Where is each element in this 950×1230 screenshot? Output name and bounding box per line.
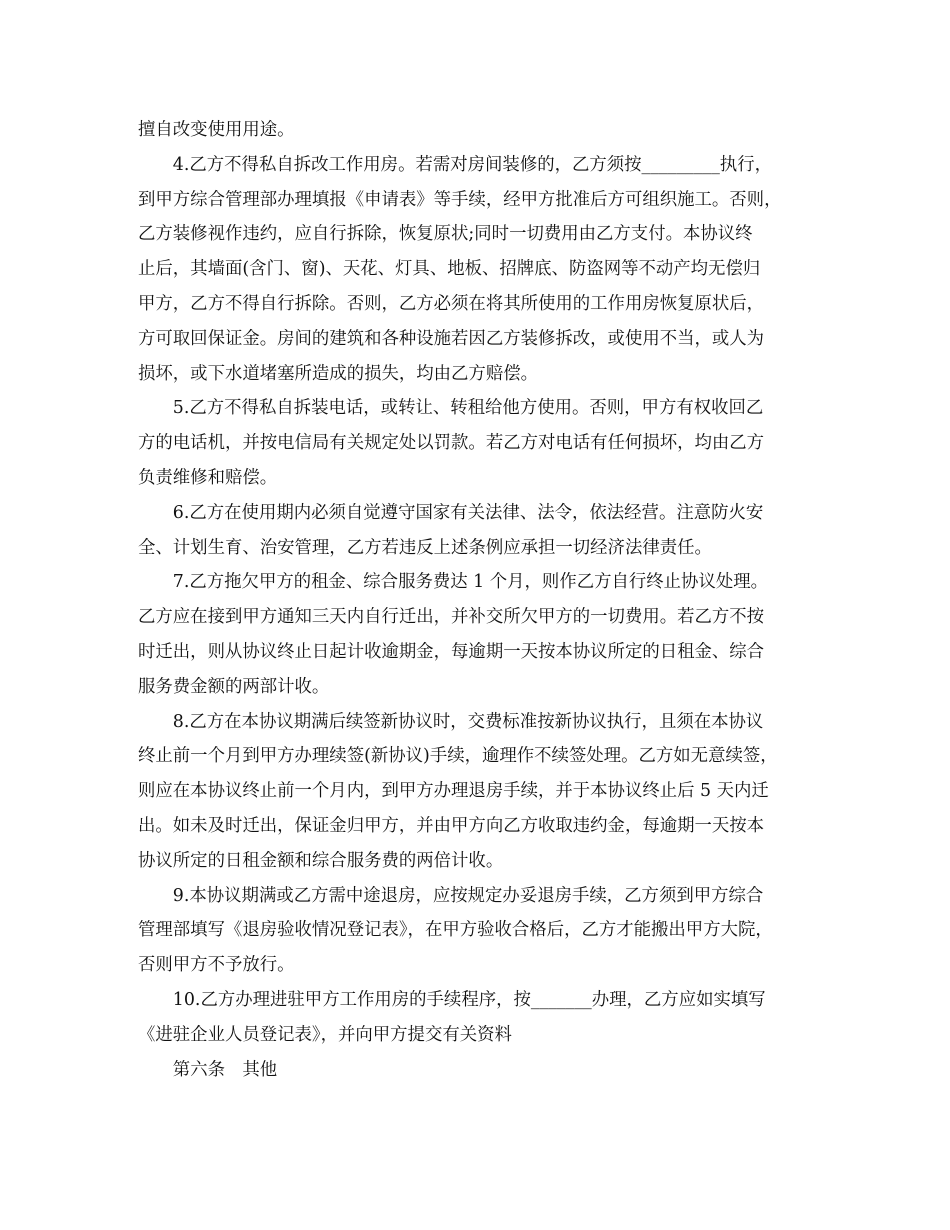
text-line: 协议所定的日租金额和综合服务费的两倍计收。 (138, 850, 504, 871)
clause-5-paragraph (138, 391, 814, 495)
text-line: 甲方，乙方不得自行拆除。否则，乙方必须在将其所使用的工作用房恢复原状后， (138, 293, 765, 314)
text-line: 时迁出，则从协议终止日起计收逾期金，每逾期一天按本协议所定的日租金、综合 (138, 641, 765, 662)
text-line: 《进驻企业人员登记表》，并向甲方提交有关资料 (138, 1024, 512, 1045)
text-line: 止后，其墙面(含门、窗)、天花、灯具、地板、招牌底、防盗网等不动产均无偿归 (138, 259, 761, 280)
text-line: 擅自改变使用用途。 (138, 120, 295, 140)
document-body (138, 113, 814, 1087)
text-line: 9.本协议期满或乙方需中途退房，应按规定办妥退房手续，乙方须到甲方综合 (172, 885, 764, 906)
text-line: 出。如未及时迁出，保证金归甲方，并由甲方向乙方收取违约金，每逾期一天按本 (138, 815, 765, 836)
text-line: 5.乙方不得私自拆装电话，或转让、转租给他方使用。否则，甲方有权收回乙 (172, 398, 764, 419)
clause-8-paragraph (138, 705, 814, 879)
text-line: 乙方应在接到甲方通知三天内自行迁出，并补交所欠甲方的一切费用。若乙方不按 (138, 607, 765, 628)
text-line: 则应在本协议终止前一个月内，到甲方办理退房手续，并于本协议终止后 5 天内迁 (138, 781, 769, 802)
text-line: 全、计划生育、治安管理，乙方若违反上述条例应承担一切经济法律责任。 (138, 537, 712, 558)
text-line: 第六条 其他 (172, 1059, 278, 1080)
text-line: 乙方装修视作违约，应自行拆除，恢复原状;同时一切费用由乙方支付。本协议终 (138, 224, 753, 245)
text-line: 方的电话机，并按电信局有关规定处以罚款。若乙方对电话有任何损坏，均由乙方 (138, 433, 765, 454)
text-line: 到甲方综合管理部办理填报《申请表》等手续，经甲方批准后方可组织施工。否则， (138, 189, 782, 210)
text-line: 4.乙方不得私自拆改工作用房。若需对房间装修的，乙方须按_________执行， (172, 154, 772, 175)
text-line: 管理部填写《退房验收情况登记表》，在甲方验收合格后，乙方才能搬出甲方大院， (138, 920, 773, 941)
clause-10-paragraph (138, 983, 814, 1053)
text-line: 8.乙方在本协议期满后续签新协议时，交费标准按新协议执行，且须在本协议 (172, 711, 764, 732)
paragraph-continuation (138, 113, 814, 148)
article-6-heading (138, 1053, 814, 1088)
text-line: 服务费金额的两部计收。 (138, 676, 330, 697)
text-line: 否则甲方不予放行。 (138, 955, 295, 976)
text-line: 损坏，或下水道堵塞所造成的损失，均由乙方赔偿。 (138, 363, 538, 384)
clause-7-paragraph (138, 565, 814, 704)
text-line: 方可取回保证金。房间的建筑和各种设施若因乙方装修拆改，或使用不当，或人为 (138, 328, 765, 349)
clause-6-paragraph (138, 496, 814, 566)
text-line: 负责维修和赔偿。 (138, 467, 278, 488)
clause-9-paragraph (138, 879, 814, 983)
text-line: 终止前一个月到甲方办理续签(新协议)手续，逾理作不续签处理。乙方如无意续签， (138, 746, 778, 767)
clause-4-paragraph (138, 148, 814, 392)
text-line: 7.乙方拖欠甲方的租金、综合服务费达 1 个月，则作乙方自行终止协议处理。 (172, 572, 769, 593)
text-line: 10.乙方办理进驻甲方工作用房的手续程序，按_______办理，乙方应如实填写 (172, 989, 766, 1010)
text-line: 6.乙方在使用期内必须自觉遵守国家有关法律、法令，依法经营。注意防火安 (172, 502, 764, 523)
